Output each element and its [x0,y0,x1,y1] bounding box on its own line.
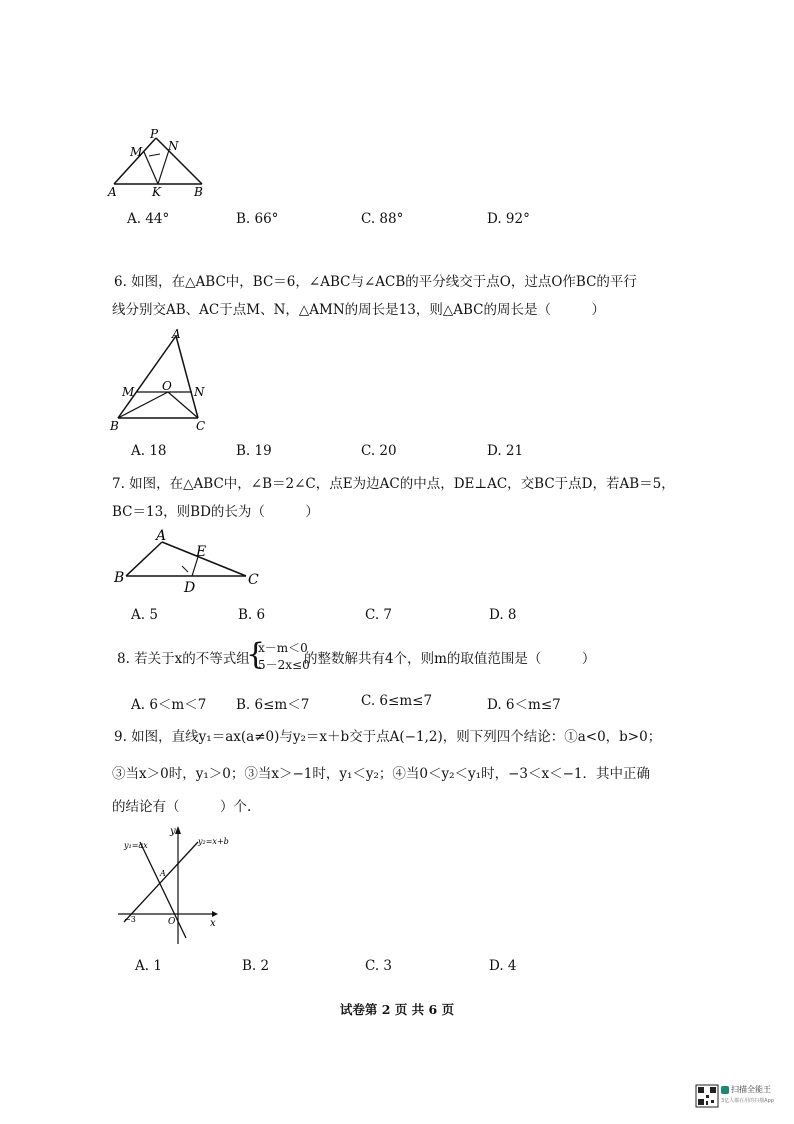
fig5-label-N: N [168,139,179,153]
q6-line1: 6. 如图，在△ABC中，BC＝6，∠ABC与∠ACB的平分线交于点O，过点O作BC的平行 [114,274,637,290]
stamp-label: 扫描全能王 [731,1085,771,1094]
fig5-label-M: M [130,145,143,159]
fig6-label-C: C [196,419,206,433]
option-d: D. 6＜m≤7 [487,697,561,713]
option-d: D. 8 [489,607,517,623]
fig7-label-A: A [156,528,167,544]
q8-brace: { [246,637,266,672]
option-b: B. 19 [236,443,272,459]
option-a: A. 44° [127,211,170,227]
option-c: C. 20 [361,443,397,459]
fig7-label-C: C [248,572,259,588]
q7-figure [110,528,270,598]
q7-line1: 7. 如图，在△ABC中，∠B＝2∠C，点E为边AC的中点，DE⊥AC，交BC于点D，若AB＝5， [112,476,675,492]
option-d: D. 92° [487,211,530,227]
fig9-label-y: y [170,826,176,837]
fig9-label-O: O [168,917,176,927]
q9-figure [112,822,229,950]
fig5-label-B: B [194,185,203,199]
page-footer: 试卷第 2 页 共 6 页 [339,1002,455,1017]
q7-options [0,607,794,627]
q8-options [0,693,794,713]
fig6-label-B: B [110,419,119,433]
q9-line3: 的结论有（ ）个. [112,799,252,815]
fig6-label-A: A [172,327,181,341]
fig5-label-K: K [152,185,161,199]
qr-code-icon [696,1085,718,1107]
fig7-label-D: D [184,580,196,596]
option-a: A. 18 [131,443,167,459]
fig9-label-neg3: −3 [124,915,136,924]
fig9-label-x: x [210,918,216,929]
q6-line2: 线分别交AB、AC于点M、N，△AMN的周长是13，则△ABC的周长是（ ） [112,302,605,318]
q8-before: 8. 若关于x的不等式组 [117,651,250,667]
option-b: B. 6 [238,607,266,623]
option-b: B. 66° [236,211,279,227]
fig5-label-A: A [108,185,117,199]
q8-ineq1: x－m＜0 [258,641,308,655]
option-b: B. 6≤m＜7 [236,697,310,713]
option-a: A. 5 [131,607,158,623]
q8-ineq2: 5－2x≤0 [258,658,310,672]
q7-line2: BC＝13，则BD的长为（ ） [112,504,319,520]
fig9-label-A: A [160,869,166,878]
option-d: D. 21 [487,443,524,459]
stamp-sub: 3亿人都在用的扫描App [721,1098,774,1104]
q5-figure [104,126,214,198]
fig5-label-P: P [150,127,159,141]
fig6-label-O: O [162,379,172,393]
option-c: C. 6≤m≤7 [361,693,433,709]
fig7-label-E: E [196,544,207,560]
scanner-watermark [696,1084,780,1108]
option-c: C. 88° [361,211,404,227]
option-c: C. 7 [365,607,393,623]
option-d: D. 4 [489,958,517,974]
q6-figure [108,326,218,436]
q5-options [0,211,794,231]
option-a: A. 1 [135,958,162,974]
fig7-label-B: B [114,570,125,586]
q9-line2: ③当x＞0时，y₁＞0；③当x＞−1时，y₁＜y₂；④当0＜y₂＜y₁时，−3＜x＜−1．其中正确 [112,766,651,782]
fig6-label-N: N [194,385,205,399]
fig9-label-y1: y₁=ax [124,841,148,850]
option-b: B. 2 [242,958,270,974]
option-c: C. 3 [365,958,393,974]
q8-after: 的整数解共有4个，则m的取值范围是（ ） [304,651,596,667]
q9-line1: 9. 如图，直线y₁＝ax(a≠0)与y₂＝x＋b交于点A(−1,2)，则下列四个结论：①a<0，b>0； [114,729,662,745]
q6-options [0,443,794,463]
cs-logo-icon [721,1086,729,1094]
fig9-label-y2: y₂=x+b [198,837,229,846]
q9-options [0,958,794,978]
fig6-label-M: M [122,385,135,399]
option-a: A. 6＜m＜7 [131,697,207,713]
